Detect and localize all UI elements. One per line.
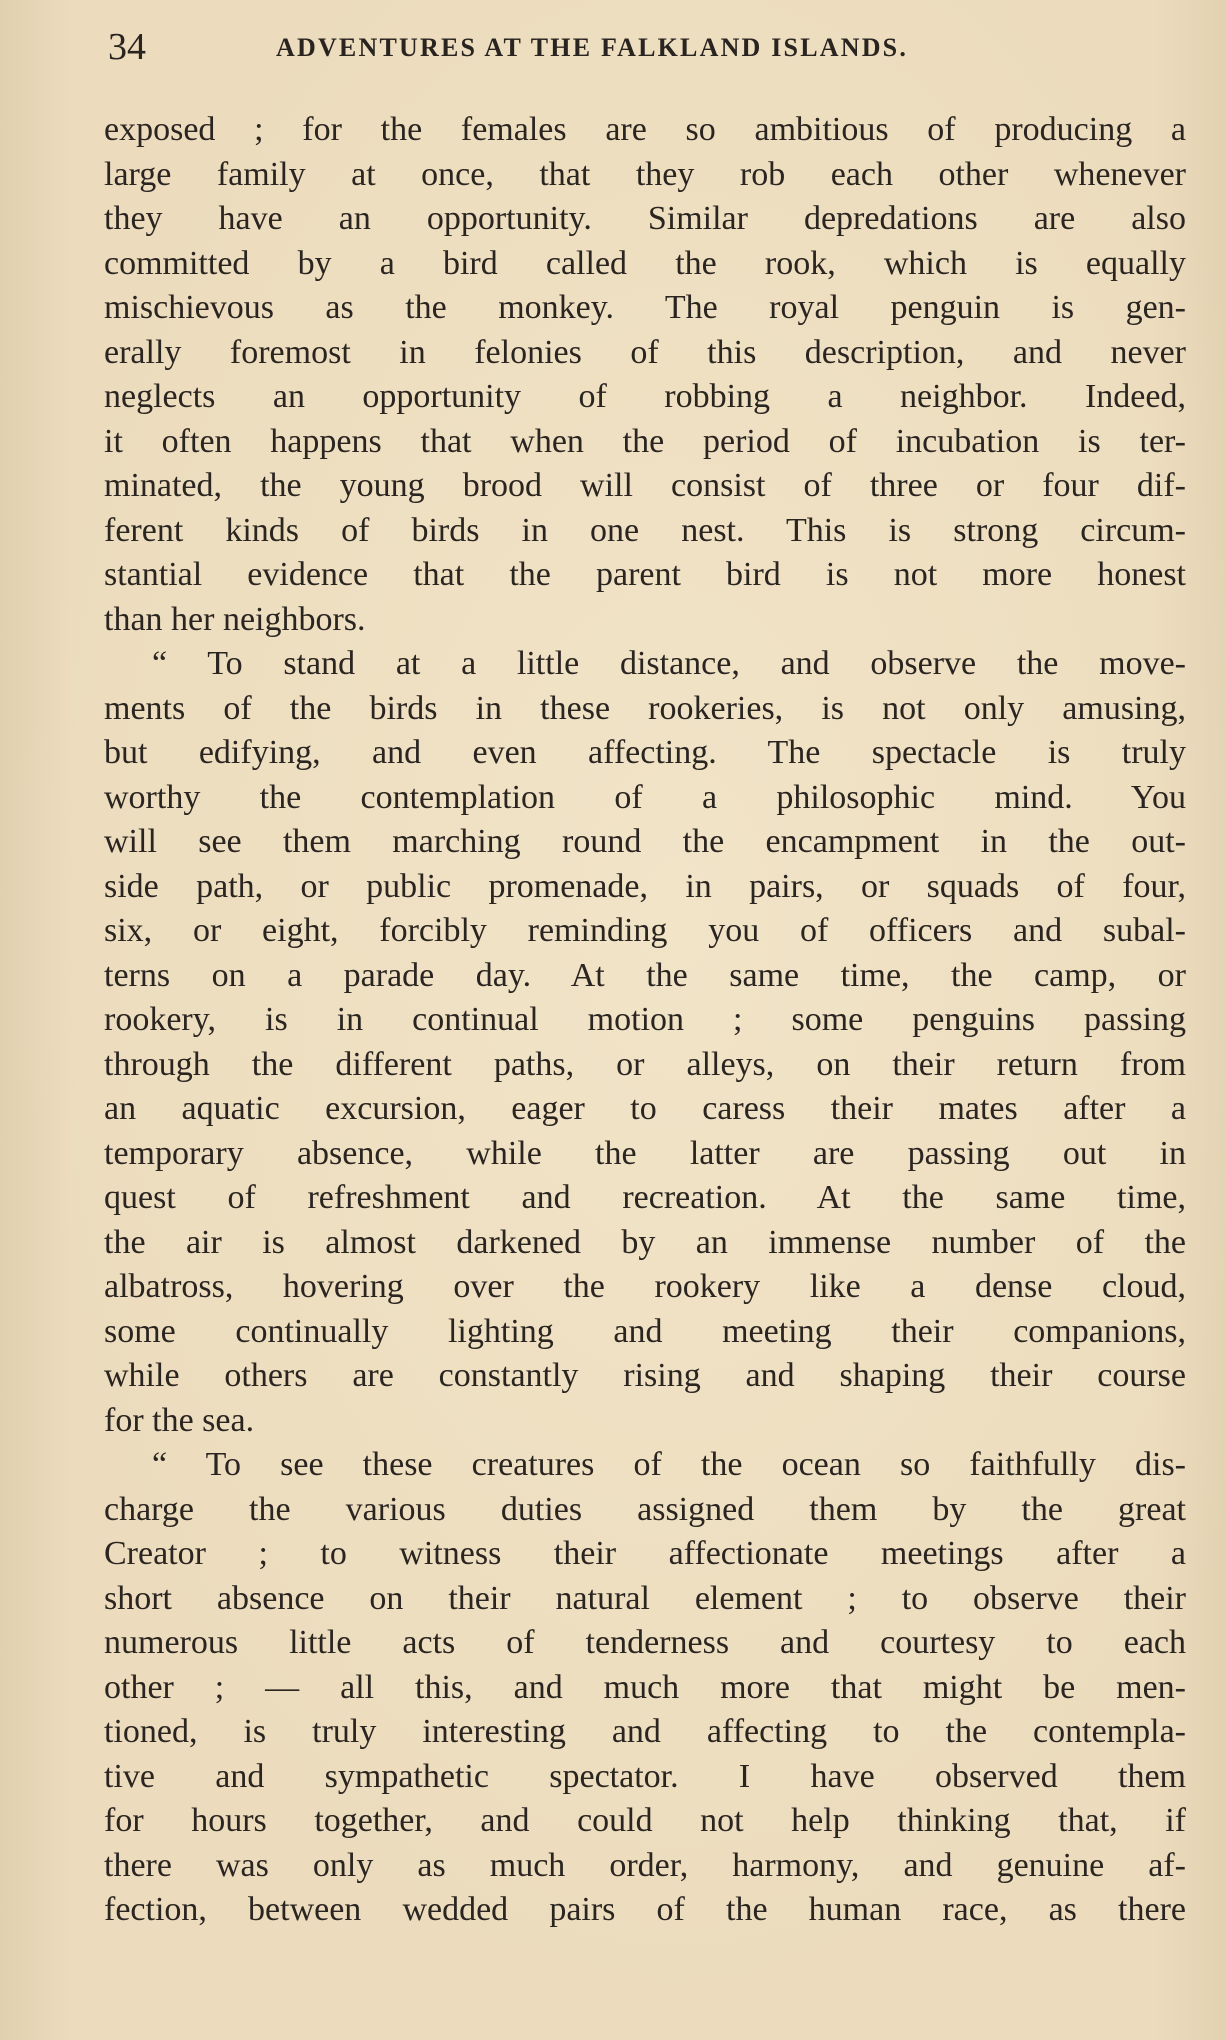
running-title: ADVENTURES AT THE FALKLAND ISLANDS.	[276, 33, 909, 62]
text-line: exposed ; for the females are so ambitious of producing a	[104, 111, 1186, 148]
text-line: an aquatic excursion, eager to caress their mates after a	[104, 1090, 1186, 1127]
text-line: albatross, hovering over the rookery like a dense cloud,	[104, 1268, 1186, 1305]
text-line: worthy the contemplation of a philosophic mind. You	[104, 778, 1186, 816]
text-line: quest of refreshment and recreation. At the same time,	[104, 1179, 1186, 1216]
text-line: committed by a bird called the rook, which is equally	[104, 244, 1186, 282]
text-line: mischievous as the monkey. The royal penguin is gen-	[104, 289, 1186, 326]
text-line: short absence on their natural element ; to observe their	[104, 1579, 1186, 1617]
text-line: temporary absence, while the latter are passing out in	[104, 1134, 1186, 1172]
text-line: ferent kinds of birds in one nest. This is strong circum-	[104, 511, 1186, 549]
text-line: “ To see these creatures of the ocean so faithfully dis-	[152, 1446, 1186, 1483]
text-line: side path, or public promenade, in pairs, or squads of four,	[104, 867, 1186, 905]
text-line: numerous little acts of tenderness and courtesy to each	[104, 1624, 1186, 1661]
text-line: the air is almost darkened by an immense number of the	[104, 1223, 1186, 1261]
text-line: stantial evidence that the parent bird is not more honest	[104, 556, 1186, 593]
page-number: 34	[108, 26, 146, 68]
text-line: neglects an opportunity of robbing a neighbor. Indeed,	[104, 378, 1186, 415]
text-line: Creator ; to witness their affectionate meetings after a	[104, 1535, 1186, 1572]
text-line: rookery, is in continual motion ; some penguins passing	[104, 1001, 1186, 1038]
text-line: there was only as much order, harmony, and genuine af-	[104, 1846, 1186, 1884]
text-line: other ; — all this, and much more that might be men-	[104, 1668, 1186, 1706]
text-line: minated, the young brood will consist of three or four dif-	[104, 467, 1186, 504]
text-line: fection, between wedded pairs of the human race, as there	[104, 1891, 1186, 1928]
text-line: through the different paths, or alleys, on their return from	[104, 1045, 1186, 1083]
body-text	[104, 108, 1186, 1933]
text-line: they have an opportunity. Similar depredations are also	[104, 200, 1186, 237]
page-header	[108, 22, 1180, 72]
text-line: tive and sympathetic spectator. I have observed them	[104, 1757, 1186, 1795]
text-line: it often happens that when the period of incubation is ter-	[104, 422, 1186, 460]
text-line: will see them marching round the encampment in the out-	[104, 823, 1186, 860]
text-line: but edifying, and even affecting. The spectacle is truly	[104, 734, 1186, 771]
text-line: six, or eight, forcibly reminding you of officers and subal-	[104, 912, 1186, 949]
text-line: erally foremost in felonies of this description, and never	[104, 333, 1186, 371]
text-line: for hours together, and could not help thinking that, if	[104, 1802, 1186, 1839]
text-line: than her neighbors.	[104, 600, 366, 638]
text-line: some continually lighting and meeting their companions,	[104, 1312, 1186, 1350]
text-line: tioned, is truly interesting and affecting to the contempla-	[104, 1713, 1186, 1750]
text-line: charge the various duties assigned them by the great	[104, 1490, 1186, 1528]
text-line: terns on a parade day. At the same time, the camp, or	[104, 956, 1186, 994]
text-line: “ To stand at a little distance, and observe the move-	[152, 645, 1186, 682]
text-line: while others are constantly rising and shaping their course	[104, 1357, 1186, 1394]
text-line: for the sea.	[104, 1401, 255, 1439]
text-line: large family at once, that they rob each other whenever	[104, 155, 1186, 193]
text-line: ments of the birds in these rookeries, is not only amusing,	[104, 689, 1186, 727]
